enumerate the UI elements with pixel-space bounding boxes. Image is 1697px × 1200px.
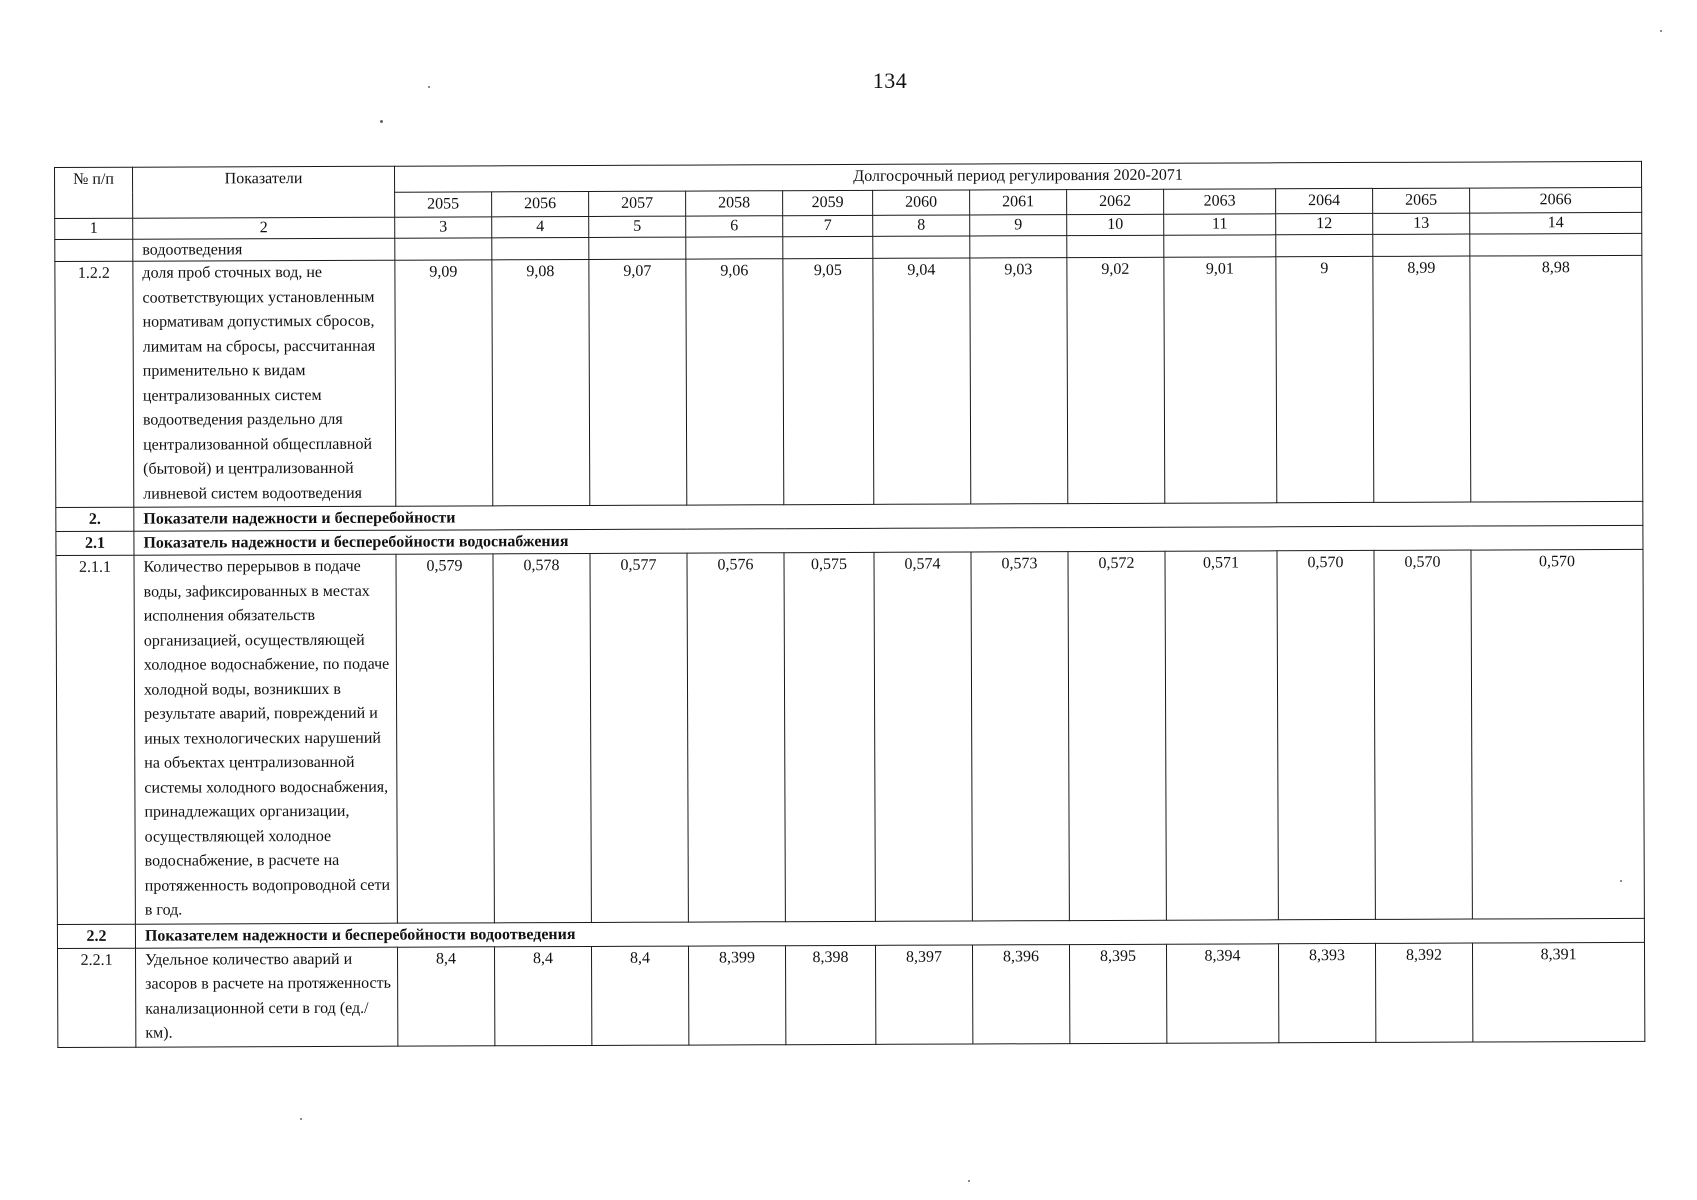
scan-speck (380, 120, 383, 123)
section-number: 2. (56, 507, 134, 531)
column-number: 12 (1276, 213, 1373, 234)
continuation-value-cell (1067, 235, 1164, 257)
scan-speck (428, 86, 430, 88)
column-number: 3 (395, 217, 492, 238)
header-year: 2055 (395, 191, 492, 217)
header-num: № п/п (55, 167, 133, 218)
header-period: Долгосрочный период регулирования 2020-2071 (394, 161, 1641, 191)
continuation-value-cell (686, 237, 783, 259)
indicator-value: 0,570 (1277, 550, 1375, 919)
continuation-value-cell (970, 236, 1067, 258)
indicator-value: 8,396 (972, 944, 1069, 1043)
indicator-value: 0,570 (1374, 550, 1472, 919)
indicator-value: 8,392 (1375, 943, 1472, 1042)
column-number: 8 (873, 215, 970, 236)
indicator-number: 2.1.1 (56, 555, 135, 924)
header-year: 2066 (1470, 187, 1642, 213)
section-title: Показателем надежности и бесперебойности водоотведения (135, 918, 1644, 948)
indicator-name: Количество перерывов в подаче воды, зафиксированных в местах исполнения обязательств организацией, осуществляющей холодное водоснабжение, по подаче холодной воды, возникших в результате аварий, повреждений и иных технологических нарушений на объектах централизованной системы холодного водоснабжения, принадлежащих организации, осуществляющей холодное водоснабжение, в расчете на протяженность водопроводной сети в год. (134, 554, 397, 924)
indicator-row (55, 255, 1643, 507)
indicator-value: 8,393 (1278, 943, 1375, 1042)
indicator-value: 9,02 (1067, 257, 1165, 503)
header-year: 2064 (1276, 188, 1373, 214)
indicator-row (57, 942, 1644, 1047)
continuation-value-cell (589, 237, 686, 259)
scan-speck (1660, 30, 1662, 32)
indicator-value: 0,579 (396, 554, 494, 923)
indicator-value: 8,4 (397, 946, 494, 1045)
continuation-value-cell (1164, 235, 1276, 257)
indicator-value: 9 (1276, 256, 1374, 502)
indicator-value: 8,399 (688, 945, 785, 1044)
continuation-value-cell (1373, 234, 1470, 256)
indicator-value: 9,07 (589, 259, 687, 505)
column-number: 14 (1470, 212, 1642, 234)
indicator-value: 8,98 (1470, 255, 1643, 502)
indicator-value: 0,570 (1471, 549, 1644, 918)
indicator-name: Удельное количество аварий и засоров в расчете на протяженность канализационной сети в год (ед./км). (135, 947, 397, 1047)
section-title: Показатель надежности и бесперебойности водоснабжения (134, 525, 1643, 555)
header-year: 2061 (970, 189, 1067, 215)
indicator-value: 8,4 (494, 946, 591, 1045)
column-number: 5 (589, 216, 686, 237)
indicator-value: 0,573 (971, 552, 1069, 921)
indicator-value: 0,572 (1068, 551, 1166, 920)
indicator-value: 8,391 (1472, 942, 1644, 1042)
indicator-value: 0,577 (590, 553, 688, 922)
indicator-value: 8,4 (591, 946, 688, 1045)
indicator-value: 9,08 (492, 259, 590, 505)
indicator-value: 0,576 (687, 553, 785, 922)
indicators-sheet (54, 161, 1645, 1048)
indicator-value: 9,01 (1164, 257, 1277, 503)
continuation-value-cell (492, 237, 589, 259)
indicator-value: 9,05 (783, 258, 874, 504)
continuation-num (55, 239, 133, 261)
indicator-value: 8,395 (1069, 944, 1166, 1043)
indicator-value: 0,571 (1165, 551, 1278, 920)
indicator-number: 1.2.2 (55, 261, 134, 507)
header-year: 2058 (686, 190, 783, 216)
page-number: 134 (872, 68, 908, 93)
column-number: 2 (133, 217, 395, 239)
indicator-value: 0,578 (493, 553, 591, 922)
scan-speck (300, 1118, 302, 1120)
indicator-value: 0,574 (874, 552, 972, 921)
section-title: Показатели надежности и бесперебойности (134, 501, 1643, 531)
column-number: 11 (1164, 214, 1276, 235)
table-body (55, 161, 1645, 1047)
header-year: 2060 (873, 189, 970, 215)
indicator-name: доля проб сточных вод, не соответствующих установленным нормативам допустимых сбросов, лимитам на сбросы, рассчитанная применительно к видам централизованных систем водоотведения раздельно для централизованной общесплавной (бытовой) и централизованной ливневой систем водоотведения (133, 260, 396, 507)
continuation-value-cell (783, 236, 873, 258)
continuation-text: водоотведения (133, 238, 395, 261)
scan-speck (1620, 880, 1622, 882)
indicator-value: 8,394 (1166, 943, 1278, 1042)
header-year: 2063 (1164, 188, 1276, 214)
indicator-value: 0,575 (784, 552, 875, 921)
indicator-number: 2.2.1 (57, 948, 135, 1047)
header-year: 2059 (783, 190, 873, 216)
section-number: 2.2 (57, 924, 135, 948)
continuation-value-cell (873, 236, 970, 258)
header-year: 2062 (1067, 189, 1164, 215)
indicator-value: 8,99 (1373, 256, 1471, 502)
indicators-table (54, 161, 1645, 1048)
indicator-value: 9,06 (686, 259, 784, 505)
header-year: 2056 (492, 191, 589, 217)
indicator-value: 9,09 (395, 260, 493, 506)
scan-speck (968, 1180, 970, 1182)
column-number: 6 (686, 216, 783, 237)
column-number: 10 (1067, 214, 1164, 235)
column-number: 1 (55, 218, 133, 239)
indicator-value: 8,397 (875, 944, 972, 1043)
continuation-value-cell (1470, 233, 1642, 256)
column-number: 13 (1373, 213, 1470, 234)
header-year: 2057 (589, 191, 686, 217)
indicator-row (56, 549, 1644, 924)
indicator-value: 8,398 (785, 945, 875, 1044)
header-year: 2065 (1373, 188, 1470, 214)
indicator-value: 9,04 (873, 258, 971, 504)
header-indicators: Показатели (133, 166, 395, 218)
section-number: 2.1 (56, 531, 134, 555)
continuation-value-cell (395, 238, 492, 260)
indicator-value: 9,03 (970, 258, 1068, 504)
continuation-value-cell (1276, 234, 1373, 256)
column-number: 9 (970, 215, 1067, 236)
column-number: 4 (492, 216, 589, 237)
column-number: 7 (783, 215, 873, 236)
